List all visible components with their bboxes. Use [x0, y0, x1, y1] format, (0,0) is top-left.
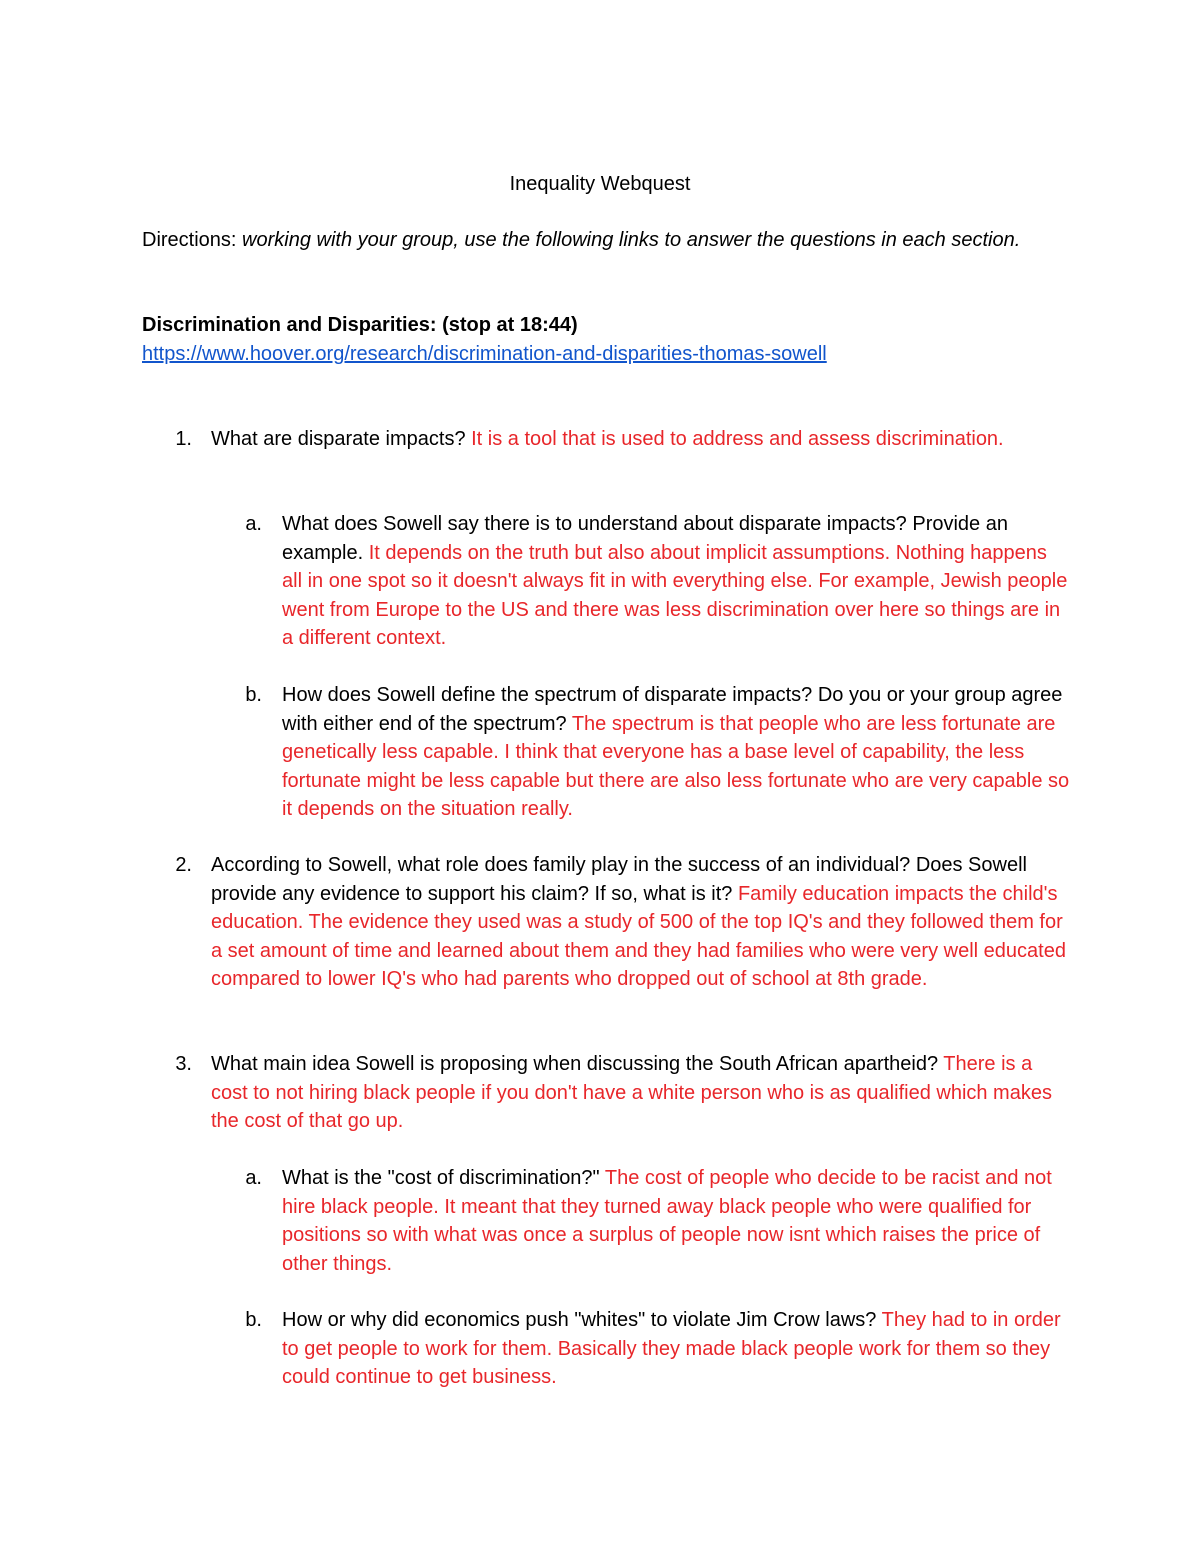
question-body: [211, 425, 1071, 454]
question-body: [282, 681, 1072, 824]
question-body: [211, 1050, 1071, 1136]
answer-text: There is a cost to not hiring black people if you don't have a white person who is as qualified which makes the cost of that go up.: [211, 1053, 1052, 1132]
question-number: b.: [245, 684, 262, 706]
question-text: How or why did economics push "whites" to violate Jim Crow laws?: [282, 1309, 877, 1331]
answer-text: It depends on the truth but also about implicit assumptions. Nothing happens all in one spot so it doesn't always fit in with everything else. For example, Jewish people went from Europe to the US and there was less discrimination over here so things are in a different context.: [282, 541, 1068, 649]
directions-label: Directions:: [142, 229, 237, 251]
question-text: What are disparate impacts?: [211, 428, 466, 450]
question-number: 2.: [175, 854, 192, 876]
question-number: 3.: [175, 1053, 192, 1075]
question-body: [282, 510, 1072, 653]
answer-text: They had to in order to get people to work for them. Basically they made black people work for them so they could continue to get business.: [282, 1309, 1061, 1388]
answer-text: The spectrum is that people who are less fortunate are genetically less capable. I think that everyone has a base level of capability, the less fortunate might be less capable but there are also less fortunate who are very capable so it depends on the situation really.: [282, 712, 1070, 820]
question-text: What is the "cost of discrimination?": [282, 1167, 600, 1189]
question-text: According to Sowell, what role does family play in the success of an individual? Does Sowell provide any evidence to support his claim? If so, what is it?: [211, 854, 1027, 905]
question-body: [211, 851, 1071, 994]
question-number: a.: [245, 513, 262, 535]
question-text: How does Sowell define the spectrum of disparate impacts? Do you or your group agree with either end of the spectrum?: [282, 684, 1063, 735]
section-heading: Discrimination and Disparities: (stop at 18:44): [142, 314, 578, 336]
question-number: a.: [245, 1167, 262, 1189]
directions-text: working with your group, use the following links to answer the questions in each section.: [242, 229, 1021, 251]
answer-text: Family education impacts the child's education. The evidence they used was a study of 500 of the top IQ's and they followed them for a set amount of time and learned about them and they had families who were very well educated compared to lower IQ's who had parents who dropped out of school at 8th grade.: [211, 882, 1066, 990]
question-text: What main idea Sowell is proposing when discussing the South African apartheid?: [211, 1053, 939, 1075]
question-body: [282, 1164, 1072, 1278]
answer-text: It is a tool that is used to address and assess discrimination.: [471, 428, 1004, 450]
section-link[interactable]: https://www.hoover.org/research/discrimination-and-disparities-thomas-sowell: [142, 343, 827, 365]
document-title: Inequality Webquest: [509, 173, 691, 195]
question-number: 1.: [175, 428, 192, 450]
directions: [142, 226, 1042, 255]
question-text: What does Sowell say there is to understand about disparate impacts? Provide an example.: [282, 513, 1008, 564]
question-body: [282, 1306, 1072, 1392]
question-number: b.: [245, 1309, 262, 1331]
answer-text: The cost of people who decide to be racist and not hire black people. It meant that they turned away black people who were qualified for positions so with what was once a surplus of people now isnt which raises the price of other things.: [282, 1167, 1052, 1275]
